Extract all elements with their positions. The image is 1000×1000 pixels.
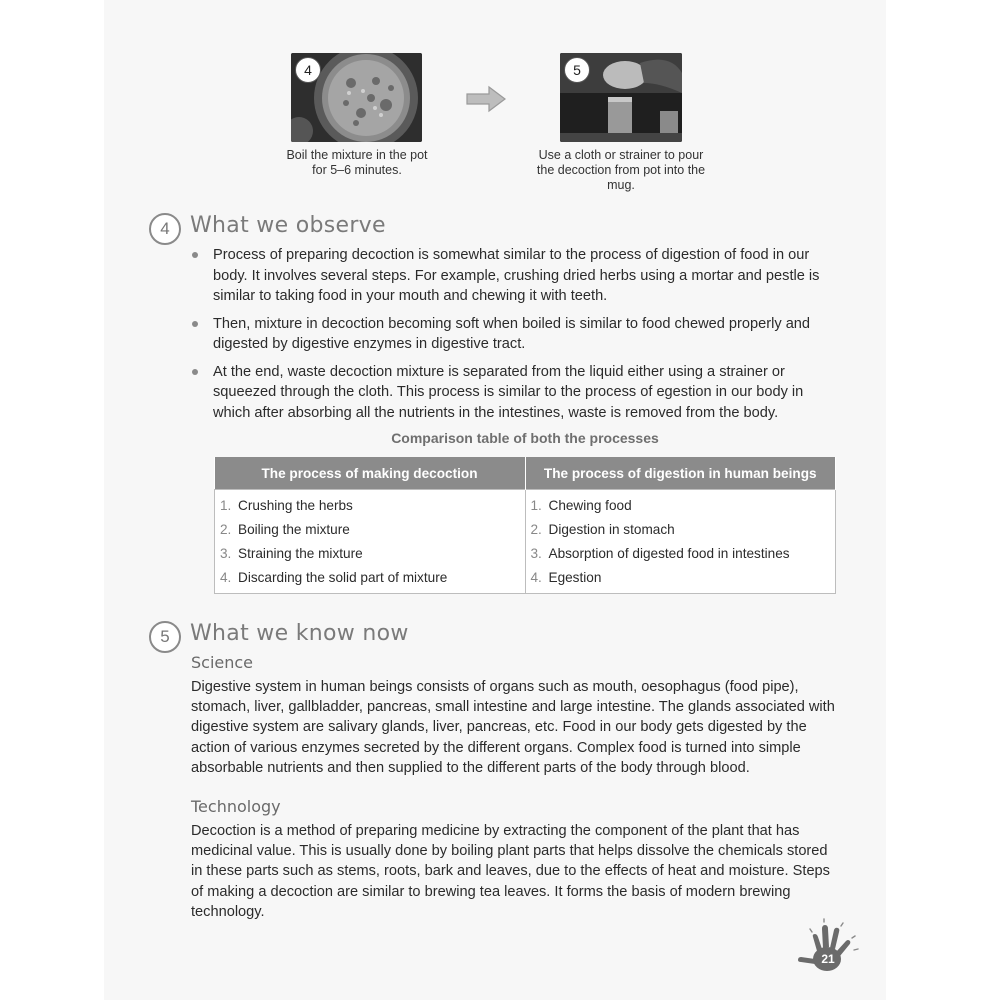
pot-boiling-photo xyxy=(291,53,422,142)
item-number: 1. xyxy=(530,498,542,513)
section-number-badge: 5 xyxy=(149,621,181,653)
technology-paragraph: Decoction is a method of preparing medicine by extracting the component of the plant that has medicinal value. This is usually done by boiling plant parts that helps dissolve the chemicals stored in these parts such as stems, roots, bark and leaves, due to the effects of heat and moisture. Steps of making a decoction are similar to brewing tea leaves. It forms the basis of modern brewing technology. xyxy=(191,823,830,920)
item-text: Chewing food xyxy=(548,498,632,513)
table-row xyxy=(220,518,520,542)
table-cell xyxy=(215,490,526,594)
item-number: 2. xyxy=(220,522,232,537)
table-row xyxy=(220,542,520,566)
list-item: Process of preparing decoction is somewhat similar to the process of digestion of food in our body. It involves several steps. For example, crushing dried herbs using a mortar and pestle is similar to taking food in your mouth and chewing it with teeth. xyxy=(190,245,840,307)
subsection-title-science: Science xyxy=(191,653,254,672)
step-caption: Boil the mixture in the pot for 5–6 minutes. xyxy=(286,148,428,177)
item-number: 3. xyxy=(530,546,542,561)
straining-photo xyxy=(560,53,682,142)
item-text: Egestion xyxy=(548,570,602,585)
item-text: Digestion in stomach xyxy=(548,522,675,537)
table-row xyxy=(531,494,831,518)
item-number: 3. xyxy=(220,546,232,561)
item-text: Boiling the mixture xyxy=(238,522,350,537)
table-row xyxy=(220,494,520,518)
step-number-badge: 4 xyxy=(295,57,321,83)
table-header: The process of making decoction xyxy=(215,457,526,490)
item-number: 2. xyxy=(530,522,542,537)
item-number: 4. xyxy=(530,570,542,585)
arrow-right-icon xyxy=(465,85,507,113)
comparison-table xyxy=(214,457,836,594)
section-title: What we know now xyxy=(190,621,409,646)
subsection-title-technology: Technology xyxy=(191,797,281,816)
table-caption: Comparison table of both the processes xyxy=(391,430,659,446)
item-text: Discarding the solid part of mixture xyxy=(238,570,448,585)
item-text: Straining the mixture xyxy=(238,546,363,561)
step-number-badge: 5 xyxy=(564,57,590,83)
step-caption: Use a cloth or strainer to pour the decoction from pot into the mug. xyxy=(536,148,706,192)
item-number: 1. xyxy=(220,498,232,513)
item-text: Absorption of digested food in intestines xyxy=(548,546,790,561)
item-text: Crushing the herbs xyxy=(238,498,353,513)
table-row xyxy=(531,566,831,590)
list-item: At the end, waste decoction mixture is separated from the liquid either using a strainer or squeezed through the cloth. This process is similar to the process of egestion in our body in which after absorbing all the nutrients in the intestines, waste is removed from the body. xyxy=(190,362,840,424)
table-row xyxy=(531,518,831,542)
section-number-badge: 4 xyxy=(149,213,181,245)
table-row xyxy=(531,542,831,566)
table-cell xyxy=(525,490,836,594)
observation-list xyxy=(190,245,840,430)
list-item: Then, mixture in decoction becoming soft when boiled is similar to food chewed properly and digested by digestive enzymes in digestive tract. xyxy=(190,314,840,355)
table-row xyxy=(220,566,520,590)
item-number: 4. xyxy=(220,570,232,585)
page-number: 21 xyxy=(821,952,835,966)
section-title: What we observe xyxy=(190,213,386,238)
table-header: The process of digestion in human beings xyxy=(525,457,836,490)
science-paragraph: Digestive system in human beings consists of organs such as mouth, oesophagus (food pipe), stomach, liver, gallbladder, pancreas, small intestine and large intestine. The glands associated with digestive system are salivary glands, liver, pancreas, etc. Food in our body gets digested by the action of various enzymes secreted by the different organs. Complex food is turned into simple absorbable nutrients and then supplied to the different parts of the body through blood. xyxy=(191,679,835,776)
